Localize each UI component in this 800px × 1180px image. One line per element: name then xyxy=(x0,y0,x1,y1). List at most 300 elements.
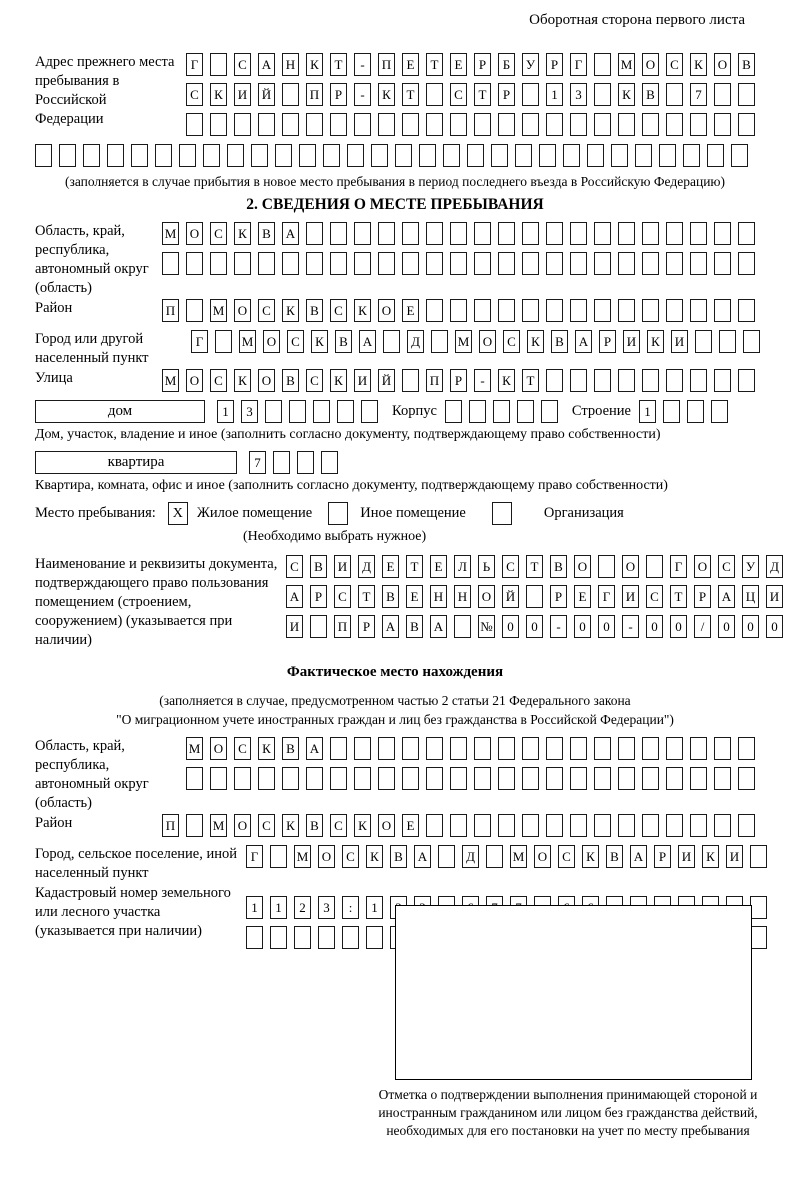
char-cell xyxy=(383,330,400,353)
char-cell: О xyxy=(694,555,711,578)
korpus-cells xyxy=(445,400,558,423)
char-cell: А xyxy=(575,330,592,353)
char-cell: В xyxy=(282,737,299,760)
char-cell xyxy=(354,737,371,760)
char-cell xyxy=(402,369,419,392)
char-cell: В xyxy=(282,369,299,392)
char-cell xyxy=(666,252,683,275)
char-cell: Р xyxy=(550,585,567,608)
char-cell: 0 xyxy=(766,615,783,638)
char-cell: О xyxy=(186,222,203,245)
char-cell xyxy=(522,222,539,245)
char-cell xyxy=(498,814,515,837)
confirmation-stamp-box xyxy=(395,905,752,1080)
stroenie-cells xyxy=(639,400,728,423)
char-cell xyxy=(210,252,227,275)
char-cell xyxy=(642,252,659,275)
char-cell xyxy=(750,896,767,919)
char-cell: П xyxy=(306,83,323,106)
char-cell xyxy=(738,113,755,136)
char-cell: О xyxy=(378,299,395,322)
char-cell: В xyxy=(306,299,323,322)
char-cell xyxy=(234,252,251,275)
char-cell: К xyxy=(330,369,347,392)
char-cell: С xyxy=(234,53,251,76)
prev-address-label: Адрес прежнего места пребывания в Российской Федерации xyxy=(35,54,175,127)
char-cell xyxy=(419,144,436,167)
char-cell xyxy=(594,252,611,275)
char-cell: Г xyxy=(246,845,263,868)
char-cell xyxy=(690,222,707,245)
char-cell xyxy=(306,222,323,245)
char-cell: С xyxy=(342,845,359,868)
char-cell xyxy=(711,400,728,423)
char-cell xyxy=(642,222,659,245)
char-cell: С xyxy=(258,299,275,322)
char-cell xyxy=(618,299,635,322)
char-cell: Д xyxy=(358,555,375,578)
char-cell xyxy=(618,222,635,245)
char-cell: М xyxy=(294,845,311,868)
char-cell xyxy=(282,113,299,136)
char-cell: А xyxy=(430,615,447,638)
stay-option-other-label: Иное помещение xyxy=(360,505,466,521)
char-cell: У xyxy=(522,53,539,76)
char-cell: Т xyxy=(474,83,491,106)
char-cell xyxy=(687,400,704,423)
char-cell: В xyxy=(606,845,623,868)
char-cell: Г xyxy=(191,330,208,353)
apartment-note: Квартира, комната, офис и иное (заполнить согласно документу, подтверждающему право собственности) xyxy=(35,478,668,493)
char-cell: И xyxy=(623,330,640,353)
char-cell xyxy=(618,737,635,760)
char-cell: К xyxy=(498,369,515,392)
char-cell xyxy=(330,113,347,136)
char-cell: О xyxy=(622,555,639,578)
actual-location-note-line2: "О миграционном учете иностранных граждан и лиц без гражданства в Российской Федерации") xyxy=(116,712,674,727)
char-cell: С xyxy=(330,299,347,322)
char-cell xyxy=(270,926,287,949)
char-cell: И xyxy=(354,369,371,392)
char-cell xyxy=(546,113,563,136)
char-cell: И xyxy=(678,845,695,868)
char-cell xyxy=(714,737,731,760)
char-cell xyxy=(594,369,611,392)
char-cell xyxy=(618,814,635,837)
char-cell: В xyxy=(550,555,567,578)
prev-address-field xyxy=(35,53,755,143)
stay-type-note: (Необходимо выбрать нужное) xyxy=(243,529,427,544)
char-cell: Т xyxy=(330,53,347,76)
char-cell xyxy=(426,814,443,837)
char-cell xyxy=(546,767,563,790)
char-cell: М xyxy=(186,737,203,760)
char-cell: О xyxy=(234,814,251,837)
char-cell: И xyxy=(286,615,303,638)
char-cell xyxy=(474,299,491,322)
char-cell xyxy=(493,400,510,423)
char-cell: Р xyxy=(330,83,347,106)
char-cell xyxy=(707,144,724,167)
char-cell: 7 xyxy=(249,451,266,474)
char-cell: М xyxy=(239,330,256,353)
char-cell: О xyxy=(318,845,335,868)
char-cell xyxy=(395,144,412,167)
char-cell xyxy=(282,767,299,790)
char-cell xyxy=(522,814,539,837)
char-cell: И xyxy=(671,330,688,353)
char-cell xyxy=(666,814,683,837)
char-cell xyxy=(690,737,707,760)
char-cell: № xyxy=(478,615,495,638)
char-cell: Т xyxy=(670,585,687,608)
prev-address-note: (заполняется в случае прибытия в новое место пребывания в период последнего въезда в Российскую Федерацию) xyxy=(64,174,726,189)
char-cell: 1 xyxy=(246,896,263,919)
char-cell: Е xyxy=(402,53,419,76)
char-cell xyxy=(666,113,683,136)
char-cell xyxy=(402,222,419,245)
char-cell xyxy=(618,113,635,136)
char-cell xyxy=(426,767,443,790)
char-cell: 1 xyxy=(217,400,234,423)
page-side-note: Оборотная сторона первого листа xyxy=(529,12,745,28)
char-cell xyxy=(594,83,611,106)
char-cell: В xyxy=(551,330,568,353)
char-cell xyxy=(546,369,563,392)
char-cell xyxy=(642,299,659,322)
char-cell xyxy=(354,767,371,790)
char-cell xyxy=(474,737,491,760)
char-cell xyxy=(594,53,611,76)
actual-region-label: Область, край, республика, автономный округ (область) xyxy=(35,738,149,811)
char-cell: И xyxy=(726,845,743,868)
char-row xyxy=(162,369,755,392)
char-cell xyxy=(426,83,443,106)
char-cell: Р xyxy=(694,585,711,608)
stay-option-other-checkbox xyxy=(328,502,348,525)
char-cell: А xyxy=(258,53,275,76)
char-cell: 1 xyxy=(270,896,287,919)
char-cell xyxy=(354,113,371,136)
apartment-number-cells xyxy=(249,451,338,474)
char-cell xyxy=(738,814,755,837)
char-cell: Н xyxy=(282,53,299,76)
char-cell: - xyxy=(474,369,491,392)
char-cell xyxy=(450,252,467,275)
char-cell xyxy=(431,330,448,353)
char-cell xyxy=(526,585,543,608)
char-cell: С xyxy=(334,585,351,608)
char-cell xyxy=(186,814,203,837)
char-cell: К xyxy=(354,814,371,837)
char-row xyxy=(162,299,755,322)
char-cell: М xyxy=(210,814,227,837)
stay-option-organization-label: Организация xyxy=(543,505,624,521)
char-cell: Е xyxy=(402,814,419,837)
char-cell xyxy=(642,113,659,136)
char-cell xyxy=(323,144,340,167)
char-cell: 1 xyxy=(546,83,563,106)
char-cell: Ь xyxy=(478,555,495,578)
char-cell: И xyxy=(234,83,251,106)
street-label: Улица xyxy=(35,370,73,386)
house-note: Дом, участок, владение и иное (заполнить согласно документу, подтверждающему право собственности) xyxy=(35,427,661,442)
char-cell: О xyxy=(378,814,395,837)
char-cell xyxy=(546,222,563,245)
apartment-row xyxy=(35,451,755,474)
char-cell xyxy=(330,737,347,760)
char-cell: Ц xyxy=(742,585,759,608)
char-cell: К xyxy=(311,330,328,353)
char-cell: С xyxy=(210,222,227,245)
char-cell xyxy=(618,369,635,392)
char-cell: К xyxy=(366,845,383,868)
char-cell: К xyxy=(282,299,299,322)
char-cell xyxy=(517,400,534,423)
char-cell xyxy=(402,767,419,790)
char-cell xyxy=(306,767,323,790)
char-cell xyxy=(750,926,767,949)
char-cell: С xyxy=(287,330,304,353)
char-cell: М xyxy=(162,222,179,245)
char-cell xyxy=(251,144,268,167)
char-cell: А xyxy=(414,845,431,868)
char-cell xyxy=(321,451,338,474)
char-cell: С xyxy=(234,737,251,760)
char-cell: Г xyxy=(598,585,615,608)
char-cell: К xyxy=(306,53,323,76)
char-cell: 0 xyxy=(598,615,615,638)
stay-type-label: Место пребывания: xyxy=(35,505,156,521)
city-label: Город или другой населенный пункт xyxy=(35,331,149,366)
char-cell: А xyxy=(382,615,399,638)
char-cell: О xyxy=(479,330,496,353)
char-cell xyxy=(35,144,52,167)
char-cell: О xyxy=(210,737,227,760)
char-cell xyxy=(598,555,615,578)
char-cell xyxy=(273,451,290,474)
char-cell xyxy=(594,113,611,136)
char-cell: В xyxy=(390,845,407,868)
confirmation-stamp-note: Отметка о подтверждении выполнения принимающей стороной и иностранным гражданином или лицом без гражданства действий, необходимых для его постановки на учет по месту пребывания xyxy=(378,1087,758,1138)
char-cell xyxy=(210,767,227,790)
char-cell xyxy=(378,737,395,760)
char-cell: - xyxy=(354,83,371,106)
char-cell xyxy=(486,845,503,868)
char-cell xyxy=(258,113,275,136)
char-cell: П xyxy=(426,369,443,392)
char-cell xyxy=(594,299,611,322)
char-cell xyxy=(474,814,491,837)
cadastral-label: Кадастровый номер земельного или лесного участка (указывается при наличии) xyxy=(35,885,231,939)
char-cell: Е xyxy=(574,585,591,608)
char-cell: А xyxy=(359,330,376,353)
char-cell: О xyxy=(478,585,495,608)
char-cell xyxy=(450,814,467,837)
char-cell: К xyxy=(234,222,251,245)
char-row xyxy=(286,555,783,578)
char-cell: Р xyxy=(599,330,616,353)
apartment-type-box: квартира xyxy=(35,451,237,474)
char-cell xyxy=(246,926,263,949)
char-cell xyxy=(227,144,244,167)
char-cell: Р xyxy=(450,369,467,392)
char-cell: Т xyxy=(522,369,539,392)
char-cell: Р xyxy=(310,585,327,608)
char-cell: У xyxy=(742,555,759,578)
char-cell xyxy=(666,767,683,790)
char-cell xyxy=(450,767,467,790)
char-cell: 0 xyxy=(502,615,519,638)
char-cell xyxy=(522,113,539,136)
district-field xyxy=(35,299,755,329)
char-cell xyxy=(297,451,314,474)
char-cell xyxy=(594,814,611,837)
char-cell xyxy=(450,737,467,760)
char-cell xyxy=(738,737,755,760)
char-cell: С xyxy=(330,814,347,837)
char-cell xyxy=(690,814,707,837)
char-cell xyxy=(450,222,467,245)
actual-region-field xyxy=(35,737,755,813)
char-cell: Н xyxy=(430,585,447,608)
char-cell xyxy=(306,252,323,275)
char-cell xyxy=(366,926,383,949)
char-cell xyxy=(642,737,659,760)
char-cell: Е xyxy=(430,555,447,578)
char-cell xyxy=(666,299,683,322)
char-cell: Е xyxy=(406,585,423,608)
char-cell: К xyxy=(647,330,664,353)
char-cell xyxy=(738,252,755,275)
char-cell xyxy=(289,400,306,423)
char-cell xyxy=(570,113,587,136)
char-cell: К xyxy=(702,845,719,868)
actual-location-note-line1: (заполняется в случае, предусмотренном частью 2 статьи 21 Федерального закона xyxy=(159,693,631,708)
char-cell xyxy=(594,222,611,245)
char-cell: П xyxy=(162,299,179,322)
char-cell: Е xyxy=(382,555,399,578)
char-cell: П xyxy=(334,615,351,638)
char-cell xyxy=(587,144,604,167)
char-cell: В xyxy=(382,585,399,608)
char-cell xyxy=(310,615,327,638)
char-cell: О xyxy=(534,845,551,868)
actual-location-title: Фактическое место нахождения xyxy=(286,664,504,680)
char-cell xyxy=(646,555,663,578)
region-label: Область, край, республика, автономный округ (область) xyxy=(35,223,149,296)
char-cell: 3 xyxy=(318,896,335,919)
stay-option-residential-checkbox: X xyxy=(168,502,188,525)
char-cell xyxy=(738,83,755,106)
char-cell xyxy=(215,330,232,353)
char-cell xyxy=(663,400,680,423)
char-cell xyxy=(474,767,491,790)
char-cell: С xyxy=(306,369,323,392)
char-row xyxy=(186,737,755,760)
char-row xyxy=(246,845,767,868)
char-cell xyxy=(546,737,563,760)
char-cell xyxy=(642,369,659,392)
char-cell: Г xyxy=(570,53,587,76)
char-cell xyxy=(378,222,395,245)
char-cell: В xyxy=(258,222,275,245)
char-cell xyxy=(522,299,539,322)
char-cell xyxy=(635,144,652,167)
char-cell xyxy=(361,400,378,423)
char-cell xyxy=(330,252,347,275)
char-cell: : xyxy=(342,896,359,919)
char-cell xyxy=(690,369,707,392)
char-cell: М xyxy=(162,369,179,392)
char-cell xyxy=(294,926,311,949)
char-cell xyxy=(186,299,203,322)
char-cell xyxy=(659,144,676,167)
char-cell: О xyxy=(714,53,731,76)
char-cell xyxy=(438,845,455,868)
char-cell xyxy=(107,144,124,167)
char-cell: 7 xyxy=(690,83,707,106)
char-cell xyxy=(690,299,707,322)
char-cell xyxy=(690,252,707,275)
char-cell xyxy=(378,252,395,275)
char-cell: Р xyxy=(474,53,491,76)
char-cell xyxy=(570,369,587,392)
char-cell: С xyxy=(718,555,735,578)
char-cell: С xyxy=(666,53,683,76)
char-cell xyxy=(474,222,491,245)
char-cell xyxy=(498,299,515,322)
char-cell xyxy=(731,144,748,167)
char-cell xyxy=(546,814,563,837)
char-cell xyxy=(445,400,462,423)
char-cell xyxy=(347,144,364,167)
char-cell: К xyxy=(354,299,371,322)
char-cell xyxy=(695,330,712,353)
prev-address-overflow-row xyxy=(35,144,755,167)
char-cell: Г xyxy=(670,555,687,578)
char-cell: С xyxy=(450,83,467,106)
char-cell: К xyxy=(234,369,251,392)
char-row xyxy=(162,814,755,837)
char-cell xyxy=(738,369,755,392)
char-cell xyxy=(306,113,323,136)
char-cell xyxy=(719,330,736,353)
char-cell xyxy=(546,252,563,275)
char-cell: И xyxy=(622,585,639,608)
char-cell xyxy=(59,144,76,167)
stay-option-organization-checkbox xyxy=(492,502,512,525)
char-cell xyxy=(337,400,354,423)
char-cell xyxy=(690,767,707,790)
char-cell: П xyxy=(378,53,395,76)
char-cell: 0 xyxy=(526,615,543,638)
char-cell: Д xyxy=(407,330,424,353)
char-cell: К xyxy=(282,814,299,837)
char-cell: С xyxy=(646,585,663,608)
char-cell: 0 xyxy=(742,615,759,638)
char-row xyxy=(186,113,755,136)
section2-title: 2. СВЕДЕНИЯ О МЕСТЕ ПРЕБЫВАНИЯ xyxy=(246,196,544,213)
char-cell xyxy=(714,369,731,392)
char-cell xyxy=(402,737,419,760)
char-cell: С xyxy=(502,555,519,578)
char-cell xyxy=(570,222,587,245)
stay-type-row xyxy=(35,502,755,525)
char-cell xyxy=(522,767,539,790)
char-cell xyxy=(378,767,395,790)
char-cell xyxy=(265,400,282,423)
